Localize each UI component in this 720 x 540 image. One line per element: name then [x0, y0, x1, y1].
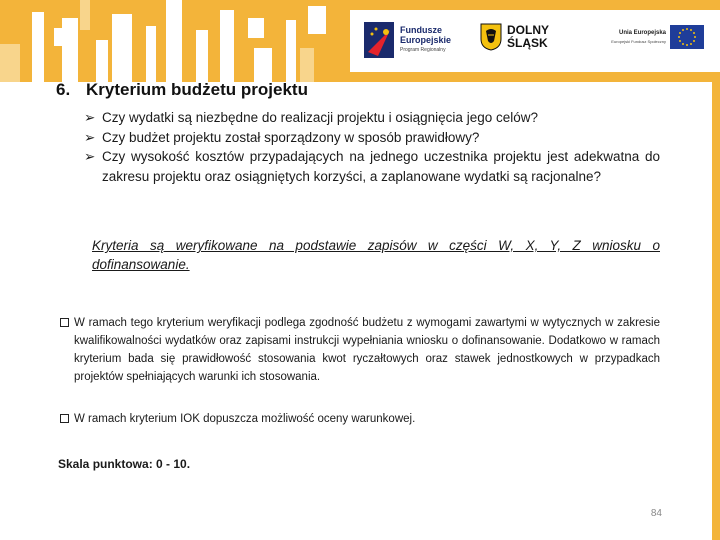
decor-block — [96, 40, 108, 82]
decor-block — [166, 0, 182, 82]
decor-block — [112, 14, 132, 82]
paragraph — [60, 314, 660, 386]
fundusze-line1: Fundusze — [400, 25, 442, 35]
arrow-bullet-icon: ➢ — [84, 110, 96, 125]
fundusze-europejskie-logo — [364, 20, 474, 62]
section-title: Kryterium budżetu projektu — [86, 80, 308, 99]
decor-block — [80, 0, 90, 30]
decor-block — [0, 44, 20, 82]
eu-line1: Unia Europejska — [618, 30, 666, 36]
paragraph-text: W ramach tego kryterium weryfikacji podlega zgodność budżetu z wymogami zawartymi w wytycznych w zakresie kwalifikowalności wydatków oraz zapisami instrukcji wypełniania wniosku o dofinansowanie. Dodatkowo w ramach kryterium bada się prawidłowość stosowania kwot ryczałtowych oraz stawek jednostkowych w przypadkach projektów spełniających warunki ich stosowania. — [74, 317, 660, 383]
fundusze-star-icon — [364, 22, 394, 58]
paragraph-text: W ramach kryterium IOK dopuszcza możliwość oceny warunkowej. — [74, 413, 416, 425]
eu-line2: Europejski Fundusz Społeczny — [611, 39, 666, 44]
page-number: 84 — [650, 508, 662, 519]
fundusze-line2: Europejskie — [400, 35, 452, 45]
decor-block — [220, 10, 234, 82]
question-text: Czy budżet projektu został sporządzony w sposób prawidłowy? — [102, 129, 480, 145]
slide-title — [56, 80, 308, 100]
decor-block — [196, 30, 208, 82]
eu-flag-icon — [670, 25, 704, 49]
paragraph — [60, 410, 660, 428]
logo-card — [350, 10, 720, 72]
eagle-shield-icon — [480, 23, 502, 51]
arrow-bullet-icon: ➢ — [84, 129, 96, 145]
question-text: Czy wydatki są niezbędne do realizacji projektu i osiągnięcia jego celów? — [102, 110, 538, 125]
dolny-slask-line1: DOLNY — [507, 23, 549, 37]
list-item — [84, 147, 660, 186]
decor-block — [248, 18, 264, 38]
arrow-bullet-icon: ➢ — [84, 149, 96, 164]
checkbox-bullet-icon — [60, 318, 69, 327]
checkbox-bullet-icon — [60, 414, 69, 423]
list-item — [84, 108, 660, 128]
decor-block — [146, 26, 156, 82]
question-text: Czy wysokość kosztów przypadających na jednego uczestnika projektu jest adekwatna do zakresu projektu oraz osiągniętych korzyści, a zaplanowane wydatki są racjonalne? — [102, 149, 660, 184]
eu-logo — [586, 22, 716, 62]
fundusze-line3: Program Regionalny — [400, 47, 446, 53]
decor-block — [62, 18, 78, 82]
list-item — [84, 128, 660, 148]
decor-block — [300, 48, 314, 82]
header-band — [0, 0, 720, 82]
right-accent-bar — [712, 82, 720, 540]
decor-block — [286, 20, 296, 82]
decor-block — [32, 12, 44, 82]
score-scale: Skala punktowa: 0 - 10. — [58, 457, 191, 471]
dolny-slask-logo — [480, 20, 560, 62]
decor-block — [308, 6, 326, 34]
criteria-note: Kryteria są weryfikowane na podstawie zapisów w części W, X, Y, Z wniosku o dofinansowanie. — [92, 238, 660, 272]
question-list — [84, 108, 660, 186]
decor-block — [254, 48, 272, 82]
dolny-slask-line2: ŚLĄSK — [507, 36, 548, 50]
section-number: 6. — [56, 80, 71, 99]
